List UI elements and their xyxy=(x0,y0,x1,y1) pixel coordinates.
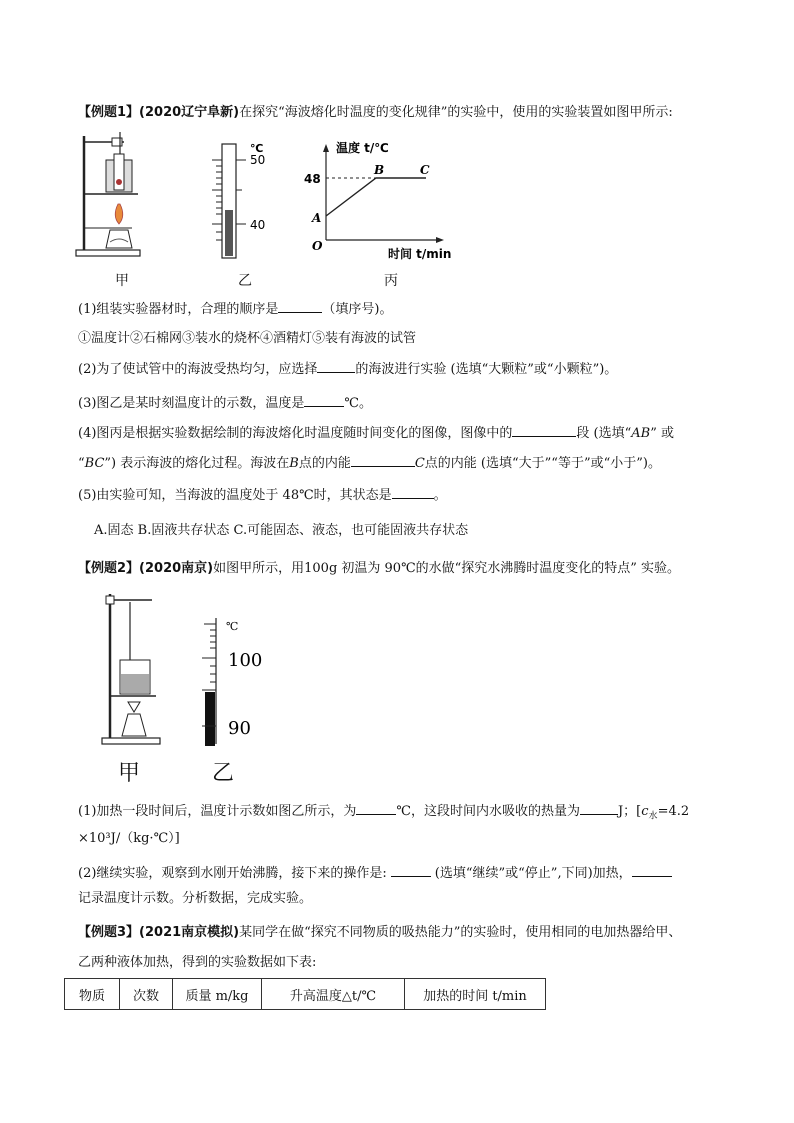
ex3-data-table xyxy=(64,978,546,1010)
ex1-q4-line2: “BC”) 表示海波的熔化过程。海波在B点的内能 C点的内能 (选填“大于”“等于”或“小于”)。 xyxy=(78,456,661,471)
ex1-q3-blank[interactable] xyxy=(304,394,344,407)
ex1-q4-blank1[interactable] xyxy=(512,424,576,437)
ex1-graph-xlabel: 时间 t/min xyxy=(388,247,452,261)
ex2-tag: 【例题2】 xyxy=(78,561,140,576)
ex1-graph-figure xyxy=(300,136,462,264)
ex1-graph-y48: 48 xyxy=(304,172,321,186)
ex1-intro: 在探究“海波熔化时温度的变化规律”的实验中，使用的实验装置如图甲所示: xyxy=(239,105,673,120)
ex1-q4-blank2[interactable] xyxy=(351,454,415,467)
ex1-thermo-40: 40 xyxy=(250,218,266,232)
ex1-source: (2020辽宁阜新) xyxy=(139,105,240,120)
ex3-tag: 【例题3】 xyxy=(78,925,140,940)
ex2-thermo-100: 100 xyxy=(228,650,263,671)
ex3-intro-line1 xyxy=(78,924,681,942)
ex1-q1: (1)组装实验器材时，合理的顺序是 （填序号)。 xyxy=(78,302,393,317)
ex1-q3: (3)图乙是某时刻温度计的示数，温度是 ℃。 xyxy=(78,396,372,411)
ex1-q2: (2)为了使试管中的海波受热均匀，应选择 的海波进行实验 (选填“大颗粒”或“小颗粒”)。 xyxy=(78,362,618,377)
ex1-graph-O: O xyxy=(312,239,323,253)
table-header-cell: 次数 xyxy=(120,979,173,1010)
ex3-intro-line2: 乙两种液体加热，得到的实验数据如下表: xyxy=(78,955,317,970)
table-header-cell: 物质 xyxy=(65,979,120,1010)
ex1-q4-line1: (4)图丙是根据实验数据绘制的海波熔化时温度随时间变化的图像，图像中的 段 (选填“AB” 或 xyxy=(78,426,675,441)
ex1-thermo-unit: ℃ xyxy=(250,142,264,155)
ex2-source: (2020南京) xyxy=(139,561,214,576)
ex1-apparatus-figure xyxy=(72,132,162,258)
ex1-q1-options: ①温度计②石棉网③装水的烧杯④酒精灯⑤装有海波的试管 xyxy=(78,331,417,346)
ex3-intro-a: 某同学在做“探究不同物质的吸热能力”的实验时，使用相同的电加热器给甲、 xyxy=(239,925,682,940)
ex3-source: (2021南京模拟) xyxy=(139,925,240,940)
ex1-caption-yi: 乙 xyxy=(238,273,252,289)
ex1-graph-ylabel: 温度 t/℃ xyxy=(336,141,389,155)
ex1-q5-blank[interactable] xyxy=(392,486,434,499)
ex2-q1-line2: ×10³J/（kg·℃）] xyxy=(78,831,180,846)
ex2-q2-blank2[interactable] xyxy=(632,864,672,877)
ex1-intro-line xyxy=(78,104,673,122)
ex2-q1-blank1[interactable] xyxy=(356,802,396,815)
ex2-q2-line2: 记录温度计示数。分析数据，完成实验。 xyxy=(78,891,313,906)
ex1-caption-bing: 丙 xyxy=(384,273,398,289)
table-header-cell: 加热的时间 t/min xyxy=(405,979,546,1010)
ex2-thermo-unit: ℃ xyxy=(226,620,239,633)
ex1-q5-options: A.固态 B.固液共存状态 C.可能固态、液态，也可能固液共存状态 xyxy=(94,523,469,538)
ex1-caption-jia: 甲 xyxy=(115,273,129,289)
ex1-thermometer-figure xyxy=(198,140,278,262)
ex1-graph-C: C xyxy=(420,163,430,177)
table-header-row xyxy=(65,979,546,1010)
ex2-intro: 如图甲所示，用100g 初温为 90℃的水做“探究水沸腾时温度变化的特点” 实验。 xyxy=(213,561,681,576)
ex1-q5: (5)由实验可知，当海波的温度处于 48℃时，其状态是 。 xyxy=(78,488,447,503)
ex1-q2-blank[interactable] xyxy=(317,360,355,373)
ex1-graph-A: A xyxy=(312,211,322,225)
table-header-cell: 质量 m/kg xyxy=(173,979,262,1010)
ex2-q1-line1: (1)加热一段时间后，温度计示数如图乙所示，为 ℃，这段时间内水吸收的热量为 J；[$c_水=4.2$ xyxy=(78,804,690,822)
ex2-apparatus-figure xyxy=(100,590,164,748)
ex1-q1-blank[interactable] xyxy=(278,300,322,313)
ex1-thermo-50: 50 xyxy=(250,153,266,167)
ex1-graph-B: B xyxy=(374,163,385,177)
ex2-q2-blank1[interactable] xyxy=(391,864,431,877)
ex2-q1-blank2[interactable] xyxy=(580,802,618,815)
ex1-tag: 【例题1】 xyxy=(78,105,140,120)
ex2-intro-line xyxy=(78,560,680,578)
ex2-caption-jia: 甲 xyxy=(118,761,141,786)
ex2-thermometer-figure xyxy=(196,614,276,754)
ex2-q2-line1: (2)继续实验，观察到水刚开始沸腾，接下来的操作是: (选填“继续”或“停止”,下同)加热， xyxy=(78,864,672,883)
ex2-caption-yi: 乙 xyxy=(212,761,235,786)
ex2-thermo-90: 90 xyxy=(228,718,251,739)
table-header-cell: 升高温度△t/℃ xyxy=(262,979,405,1010)
